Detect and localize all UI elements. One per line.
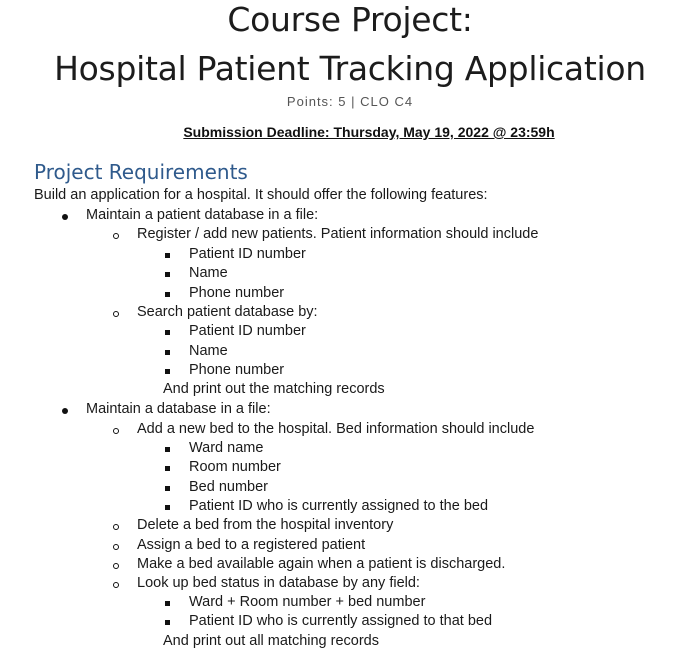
list-note: And print out the matching records: [163, 381, 385, 397]
bullet-disc-icon: [62, 408, 68, 414]
intro-text: Build an application for a hospital. It should offer the following features:: [34, 187, 488, 203]
title-line-1: Course Project:: [227, 0, 473, 39]
bullet-circle-icon: [113, 233, 119, 239]
list-item: Phone number: [189, 362, 285, 378]
bullet-circle-icon: [113, 524, 119, 530]
list-item: Search patient database by:: [137, 304, 318, 320]
list-item: Register / add new patients. Patient information should include: [137, 226, 539, 242]
list-item: Patient ID number: [189, 323, 306, 339]
bullet-circle-icon: [113, 544, 119, 550]
bullet-circle-icon: [113, 563, 119, 569]
list-item: Ward name: [189, 440, 264, 456]
bullet-square-icon: [165, 447, 170, 452]
list-item: Patient ID who is currently assigned to that bed: [189, 613, 493, 629]
list-item: Room number: [189, 459, 281, 475]
list-item: Maintain a database in a file:: [86, 401, 271, 417]
list-item: Name: [189, 343, 228, 359]
bullet-square-icon: [165, 369, 170, 374]
bullet-square-icon: [165, 466, 170, 471]
list-item: Phone number: [189, 285, 285, 301]
list-item: Ward + Room number + bed number: [189, 594, 426, 610]
points-info: Points: 5 | CLO C4: [286, 94, 414, 109]
bullet-circle-icon: [113, 428, 119, 434]
list-note: And print out all matching records: [163, 633, 379, 649]
list-item: Make a bed available again when a patient is discharged.: [137, 556, 506, 572]
bullet-square-icon: [165, 330, 170, 335]
submission-deadline: Submission Deadline: Thursday, May 19, 2022 @ 23:59h: [183, 124, 555, 140]
bullet-square-icon: [165, 272, 170, 277]
list-item: Maintain a patient database in a file:: [86, 207, 319, 223]
bullet-square-icon: [165, 253, 170, 258]
list-item: Bed number: [189, 479, 268, 495]
section-heading: Project Requirements: [34, 160, 248, 184]
list-item: Patient ID number: [189, 246, 306, 262]
list-item: Assign a bed to a registered patient: [137, 537, 366, 553]
bullet-disc-icon: [62, 214, 68, 220]
bullet-square-icon: [165, 350, 170, 355]
list-item: Add a new bed to the hospital. Bed information should include: [137, 421, 535, 437]
bullet-square-icon: [165, 486, 170, 491]
list-item: Look up bed status in database by any field:: [137, 575, 420, 591]
list-item: Name: [189, 265, 228, 281]
bullet-square-icon: [165, 620, 170, 625]
title-line-2: Hospital Patient Tracking Application: [54, 49, 646, 88]
bullet-square-icon: [165, 292, 170, 297]
list-item: Patient ID who is currently assigned to the bed: [189, 498, 489, 514]
bullet-square-icon: [165, 601, 170, 606]
bullet-circle-icon: [113, 582, 119, 588]
bullet-circle-icon: [113, 311, 119, 317]
bullet-square-icon: [165, 505, 170, 510]
list-item: Delete a bed from the hospital inventory: [137, 517, 394, 533]
